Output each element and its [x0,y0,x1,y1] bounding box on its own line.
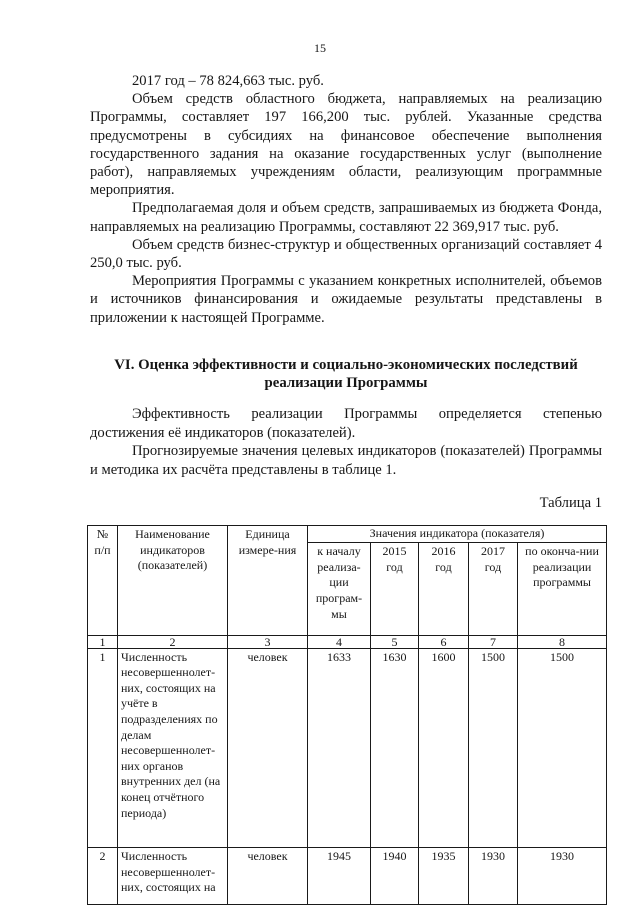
row-2017-value: 1930 [469,848,518,905]
paragraph-program-activities: Мероприятия Программы с указанием конкретных исполнителей, объемов и источников финансирования и ожидаемые результаты представлены в приложении к настоящей Программе. [90,273,602,326]
column-number: 5 [371,635,419,648]
paragraph-fund-share: Предполагаемая доля и объем средств, запрашиваемых из бюджета Фонда, направляемых на реализацию Программы, составляют 22 369,917 тыс. руб. [90,200,602,235]
row-name: Численность несовершеннолет-них, состоящих на учёте в подразделениях по делам несовершеннолет-них органов внутренних дел (на конец отчётного периода) [118,648,228,847]
header-name: Наименование индикаторов (показателей) [118,526,228,636]
section-heading-line1: VI. Оценка эффективности и социально-экономических последствий [114,357,578,373]
row-end-value: 1500 [518,648,607,847]
row-2016-value: 1935 [419,848,469,905]
table-row [88,648,607,847]
row-num: 1 [88,648,118,847]
row-2016-value: 1600 [419,648,469,847]
row-end-value: 1930 [518,848,607,905]
row-unit: человек [228,648,308,847]
row-start-value: 1633 [308,648,371,847]
page-number: 15 [314,41,326,55]
header-num: № п/п [88,526,118,636]
column-number: 2 [118,635,228,648]
column-number: 1 [88,635,118,648]
indicators-table [87,525,607,905]
row-num: 2 [88,848,118,905]
section-heading [90,356,602,392]
column-number: 6 [419,635,469,648]
column-number: 8 [518,635,607,648]
row-unit: человек [228,848,308,905]
header-unit: Единица измере-ния [228,526,308,636]
column-number: 4 [308,635,371,648]
paragraph-regional-budget: Объем средств областного бюджета, направляемых на реализацию Программы, составляет 197 166,200 тыс. рублей. Указанные средства предусмотрены в субсидиях на финансовое обеспечение выполнения государственного задания на оказание государственных услуг (выполнение работ), направляемых учреждениям области, реализующим программные мероприятия. [90,91,602,199]
row-2015-value: 1630 [371,648,419,847]
paragraph-2017-year: 2017 год – 78 824,663 тыс. руб. [132,73,324,89]
header-start: к началу реализа-ции програм-мы [308,543,371,636]
paragraph-forecast: Прогнозируемые значения целевых индикаторов (показателей) Программы и методика их расчёта представлены в таблице 1. [90,443,602,478]
row-2015-value: 1940 [371,848,419,905]
column-number: 3 [228,635,308,648]
row-start-value: 1945 [308,848,371,905]
paragraph-business-funds: Объем средств бизнес-структур и общественных организаций составляет 4 250,0 тыс. руб. [90,236,602,272]
budget-text [90,72,602,327]
header-values-group: Значения индикатора (показателя) [308,526,607,543]
paragraph-effectiveness: Эффективность реализации Программы определяется степенью достижения её индикаторов (показателей). [90,406,602,441]
column-number: 7 [469,635,518,648]
column-numbers-row [88,635,607,648]
section-text [90,405,602,479]
table-caption: Таблица 1 [539,495,602,511]
table-row [88,848,607,905]
header-end: по оконча-нии реализации программы [518,543,607,636]
row-name: Численность несовершеннолет-них, состоящих на [118,848,228,905]
header-2016: 2016 год [419,543,469,636]
header-2017: 2017 год [469,543,518,636]
header-2015: 2015 год [371,543,419,636]
section-heading-line2: реализации Программы [264,375,428,391]
row-2017-value: 1500 [469,648,518,847]
table-header-row [88,526,607,543]
